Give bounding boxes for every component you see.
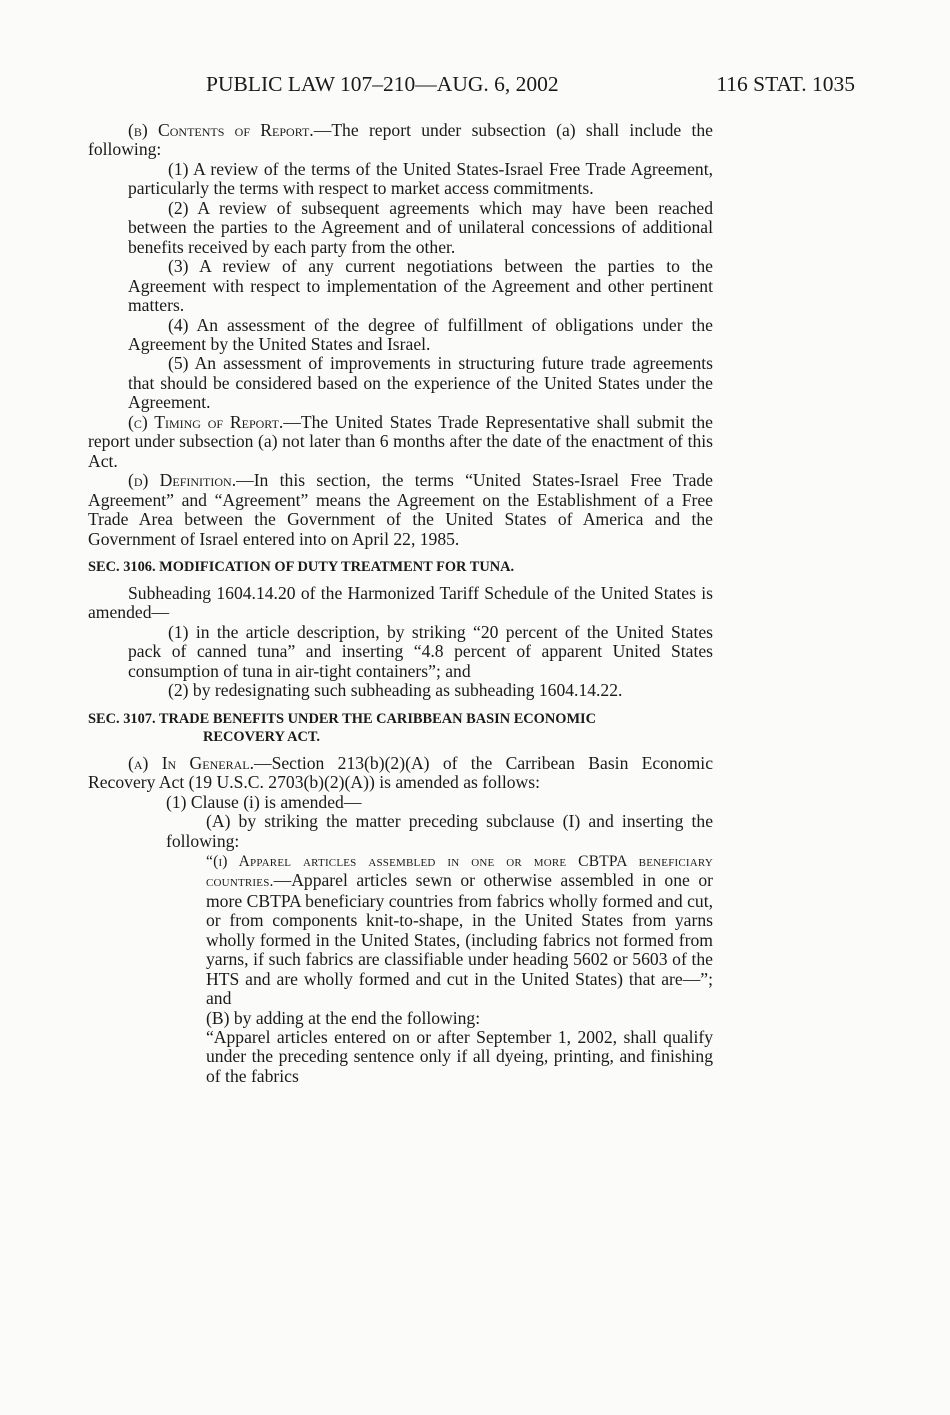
paragraph-b4: (4) An assessment of the degree of fulfillment of obligations under the Agreement by the United States and Israel. (128, 314, 713, 354)
paragraph-b2: (2) A review of subsequent agreements which may have been reached between the parties to the Agreement and of unilateral concessions of additional benefits received by each party from the other. (128, 197, 713, 257)
paragraph-d (88, 471, 713, 549)
paragraph-text: —The United States Trade Representative shall submit the report under subsection (a) not later than 6 months after the date of the enactment of this Act. (88, 411, 713, 471)
section-heading-line2: RECOVERY ACT. (203, 728, 321, 745)
paragraph-a (88, 754, 713, 793)
quoted-clause-i (88, 851, 713, 1009)
paragraph-a1: (1) Clause (i) is amended— (166, 791, 362, 812)
paragraph-c (88, 413, 713, 471)
paragraph-b (88, 121, 713, 160)
paragraph-b5: (5) An assessment of improvements in structuring future trade agreements that should be considered based on the experience of the United States under the Agreement. (128, 353, 713, 413)
running-header (88, 72, 855, 102)
header-stat-page: 116 STAT. 1035 (716, 72, 855, 96)
section-heading-3106: SEC. 3106. MODIFICATION OF DUTY TREATMENT FOR TUNA. (88, 558, 515, 575)
subsection-heading: (a) In General. (128, 752, 254, 773)
quoted-sentence: “Apparel articles entered on or after September 1, 2002, shall qualify under the preceding sentence only if all dyeing, printing, and finishing of the fabrics (206, 1027, 713, 1086)
paragraph-text: —The report under subsection (a) shall include the following: (88, 120, 713, 160)
document-body (88, 121, 713, 1086)
subsection-heading: (b) Contents of Report. (128, 120, 314, 140)
paragraph-3106: Subheading 1604.14.20 of the Harmonized Tariff Schedule of the United States is amended— (88, 582, 713, 623)
clause-heading: “(i) Apparel articles assembled in one or more CBTPA beneficiary countries. (206, 852, 713, 891)
paragraph-text: —Section 213(b)(2)(A) of the Carribean Basin Economic Recovery Act (19 U.S.C. 2703(b)(2)(A)) is amended as follows: (88, 752, 714, 793)
section-heading-3107 (88, 710, 713, 746)
subsection-heading: (c) Timing of Report. (128, 411, 284, 432)
subsection-heading: (d) Definition. (128, 470, 237, 491)
paragraph-text: —In this section, the terms “United States-Israel Free Trade Agreement” and “Agreement” means the Agreement on the Establishment of a Free Trade Area between the Government of the United States of America and the Government of Israel entered into on April 22, 1985. (88, 470, 713, 549)
paragraph-b3: (3) A review of any current negotiations between the parties to the Agreement with respect to implementation of the Agreement and other pertinent matters. (128, 256, 713, 316)
header-title: PUBLIC LAW 107–210—AUG. 6, 2002 (206, 72, 559, 96)
paragraph-3106-1: (1) in the article description, by striking “20 percent of the United States pack of canned tuna” and inserting “4.8 percent of apparent United States consumption of tuna in air-tight containers”; and (128, 621, 713, 681)
section-heading-line1: SEC. 3107. TRADE BENEFITS UNDER THE CARIBBEAN BASIN ECONOMIC (88, 710, 597, 727)
paragraph-3106-2: (2) by redesignating such subheading as subheading 1604.14.22. (168, 680, 623, 701)
paragraph-aB: (B) by adding at the end the following: (206, 1007, 481, 1028)
paragraph-b1: (1) A review of the terms of the United States-Israel Free Trade Agreement, particularly the terms with respect to market access commitments. (128, 158, 713, 199)
clause-text: —Apparel articles sewn or otherwise assembled in one or more CBTPA beneficiary countries from fabrics wholly formed and cut, or from components knit-to-shape, in the United States from yarns wholly formed in the United States, (including fabrics not formed from yarns, if such fabrics are classifiable under heading 5602 or 5603 of the HTS and are wholly formed and cut in the United States) that are—”; and (206, 870, 713, 1009)
paragraph-aA: (A) by striking the matter preceding subclause (I) and inserting the following: (166, 811, 713, 851)
